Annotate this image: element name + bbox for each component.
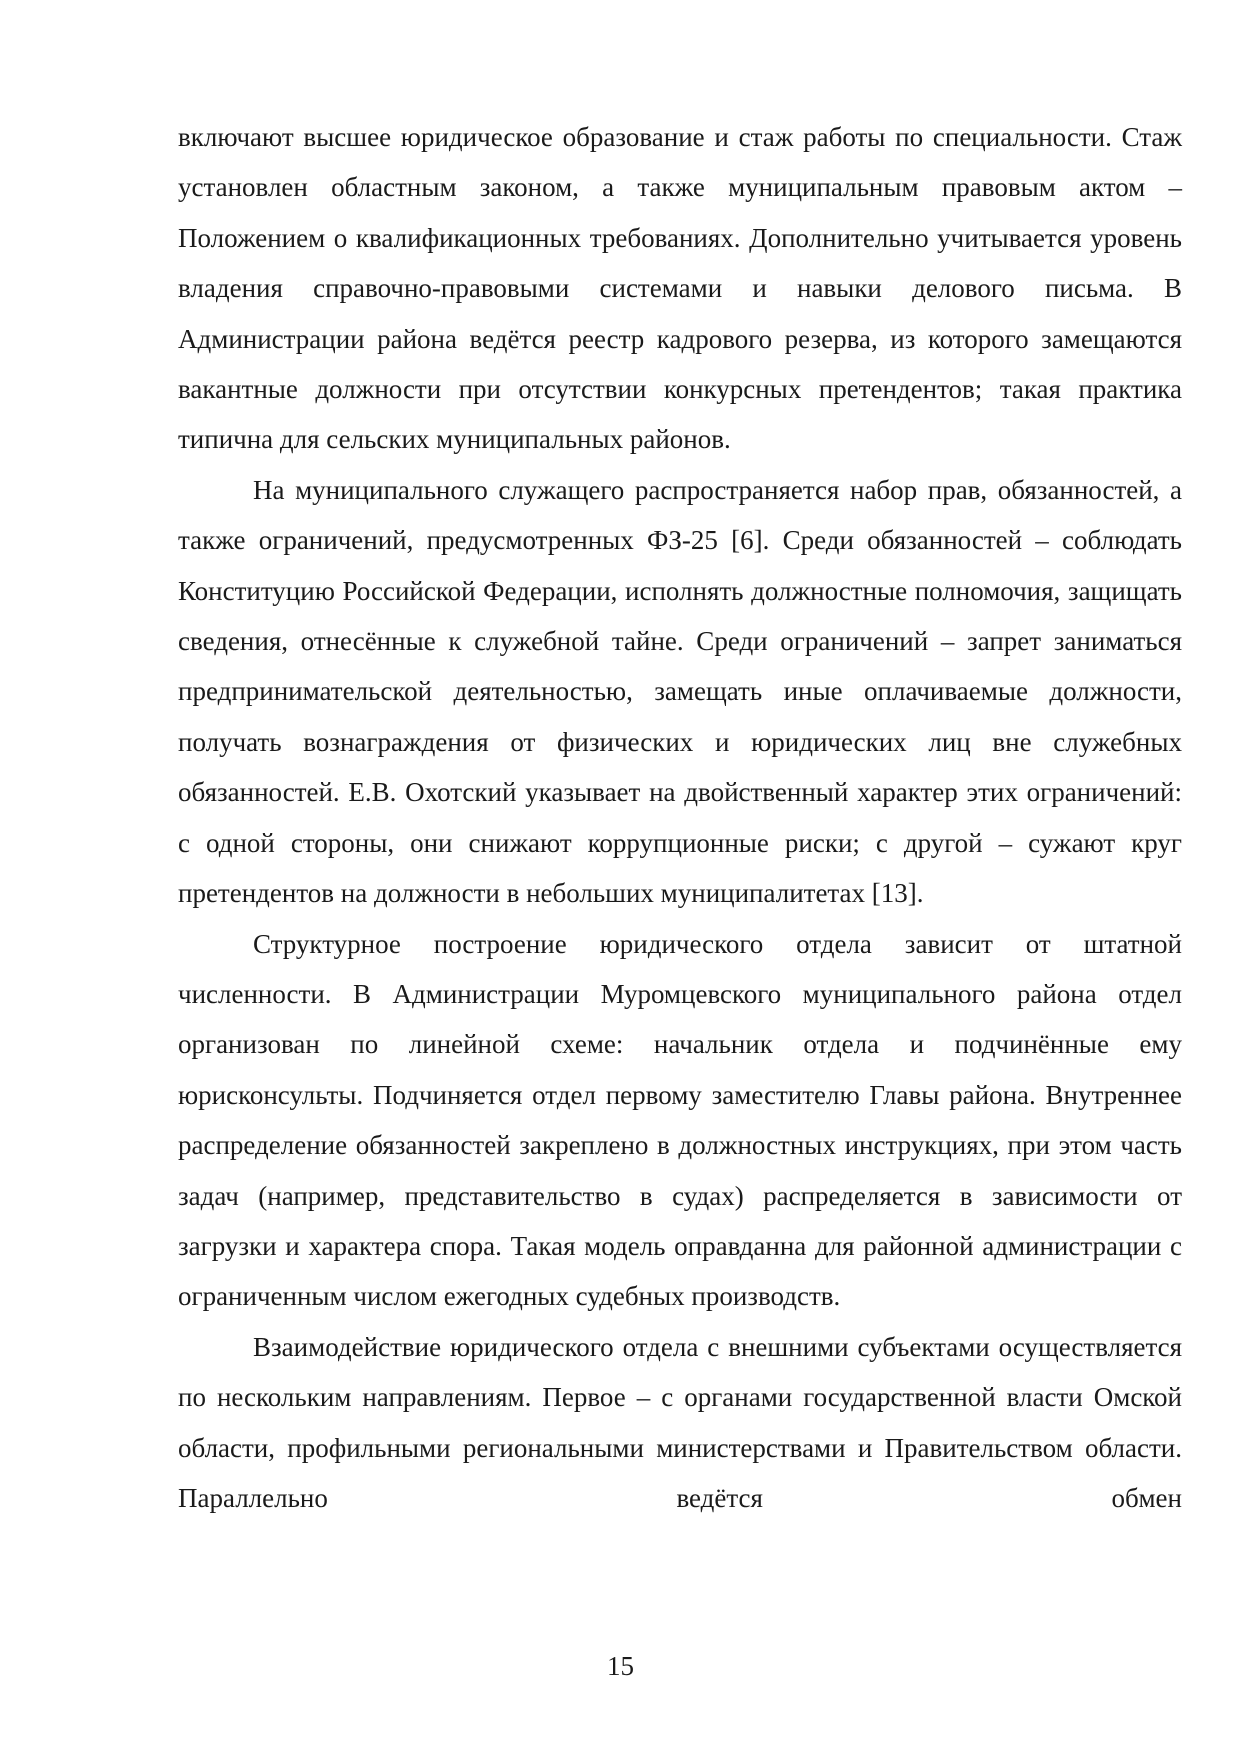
paragraph-4: Взаимодействие юридического отдела с внешними субъектами осуществляется по нескольким направлениям. Первое – с органами государственной власти Омской области, профильными региональными министерствами и Правительством области. Параллельно ведётся обмен [178, 1331, 1182, 1513]
page-number: 15 [607, 1651, 634, 1681]
body-text [178, 112, 1182, 1523]
paragraph-2: На муниципального служащего распространяется набор прав, обязанностей, а также ограничений, предусмотренных ФЗ-25 [6]. Среди обязанностей – соблюдать Конституцию Российской Федерации, исполнять должностные полномочия, защищать сведения, отнесённые к служебной тайне. Среди ограничений – запрет заниматься предпринимательской деятельностью, замещать иные оплачиваемые должности, получать вознаграждения от физических и юридических лиц вне служебных обязанностей. Е.В. Охотский указывает на двойственный характер этих ограничений: с одной стороны, они снижают коррупционные риски; с другой – сужают круг претендентов на должности в небольших муниципалитетах [13]. [178, 474, 1182, 909]
paragraph-1: включают высшее юридическое образование и стаж работы по специальности. Стаж установлен областным законом, а также муниципальным правовым актом – Положением о квалификационных требованиях. Дополнительно учитывается уровень владения справочно-правовыми системами и навыки делового письма. В Администрации района ведётся реестр кадрового резерва, из которого замещаются вакантные должности при отсутствии конкурсных претендентов; такая практика типична для сельских муниципальных районов. [178, 122, 1182, 455]
paragraph-3: Структурное построение юридического отдела зависит от штатной численности. В Администрации Муромцевского муниципального района отдел организован по линейной схеме: начальник отдела и подчинённые ему юрисконсульты. Подчиняется отдел первому заместителю Главы района. Внутреннее распределение обязанностей закреплено в должностных инструкциях, при этом часть задач (например, представительство в судах) распределяется в зависимости от загрузки и характера спора. Такая модель оправданна для районной администрации с ограниченным числом ежегодных судебных производств. [178, 928, 1182, 1312]
